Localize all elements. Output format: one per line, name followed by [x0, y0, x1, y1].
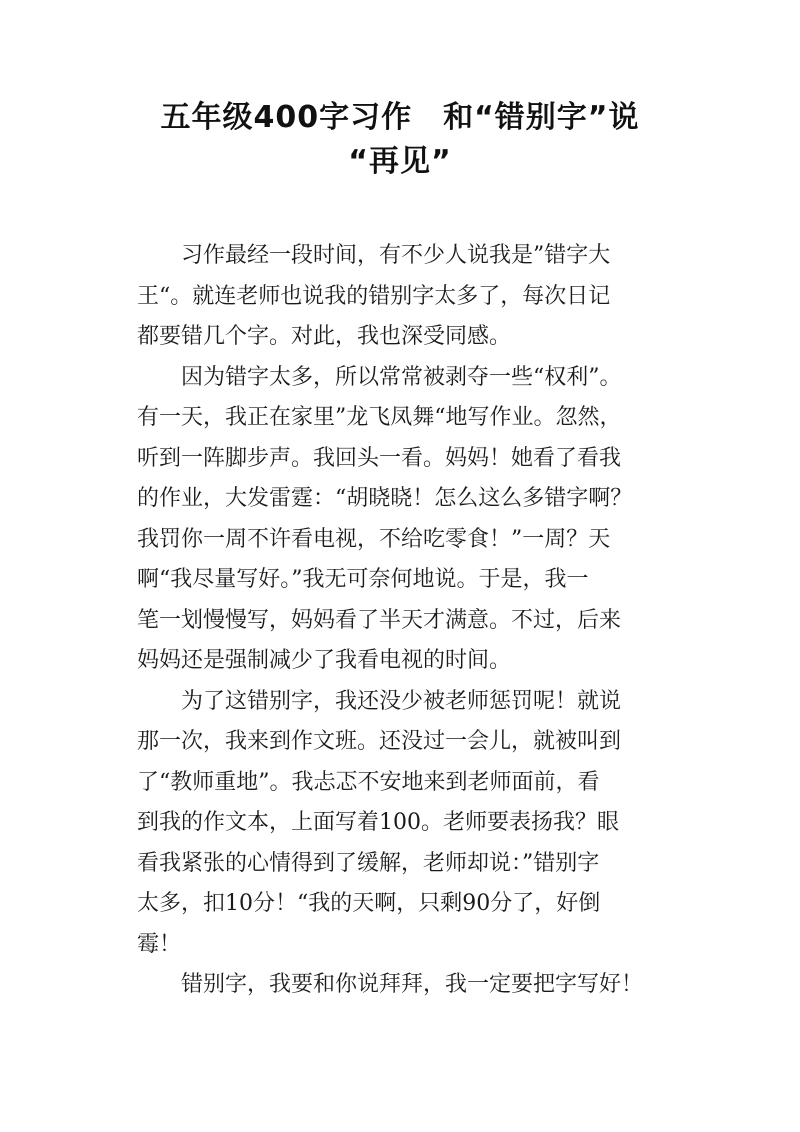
paragraph-2-line-2: 有一天，我正在家里”龙飞凤舞“地写作业。忽然， — [137, 405, 622, 430]
paragraph-3-line-7: 霉！ — [137, 931, 182, 957]
paragraph-2-line-5: 我罚你一周不许看电视，不给吃零食！”一周？天 — [137, 526, 611, 552]
paragraph-1-line-1: 习作最经一段时间，有不少人说我是”错字大 — [181, 243, 611, 268]
paragraph-2-line-4: 的作业，大发雷霆：“胡晓晓！怎么这么多错字啊？ — [137, 486, 633, 511]
paragraph-3-line-5: 看我紧张的心情得到了缓解，老师却说：”错别字 — [137, 850, 600, 876]
paragraph-3-line-2: 那一次，我来到作文班。还没过一会儿，就被叫到 — [137, 729, 622, 754]
paragraph-3-line-1: 为了这错别字，我还没少被老师惩罚呢！就说 — [181, 688, 622, 714]
paragraph-3-line-6: 太多，扣10分！“我的天啊，只剩90分了，好倒 — [137, 891, 601, 916]
paragraph-1-line-2: 王“。就连老师也说我的错别字太多了，每次日记 — [137, 283, 611, 309]
document-title — [100, 96, 700, 184]
paragraph-3-line-4: 到我的作文本，上面写着100。老师要表扬我？眼 — [137, 810, 619, 835]
title-line: 五年级400字习作 和“错别字”说 — [160, 100, 640, 135]
paragraph-1-line-3: 都要错几个字。对此，我也深受同感。 — [137, 324, 512, 349]
title-line: “再见” — [348, 144, 452, 179]
paragraph-3-line-3: 了“教师重地”。我忐忑不安地来到老师面前，看 — [137, 769, 600, 795]
paragraph-2-line-1: 因为错字太多，所以常常被剥夺一些“权利”。 — [181, 364, 622, 390]
paragraph-2-line-3: 听到一阵脚步声。我回头一看。妈妈！她看了看我 — [137, 445, 622, 471]
paragraph-2-line-6: 啊“我尽量写好。”我无可奈何地说。于是，我一 — [137, 567, 589, 592]
article-body — [137, 236, 697, 1006]
paragraph-2-line-8: 妈妈还是强制减少了我看电视的时间。 — [137, 648, 512, 673]
paragraph-4-line-1: 错别字，我要和你说拜拜，我一定要把字写好！ — [181, 972, 644, 997]
paragraph-2-line-7: 笔一划慢慢写，妈妈看了半天才满意。不过，后来 — [137, 607, 622, 633]
